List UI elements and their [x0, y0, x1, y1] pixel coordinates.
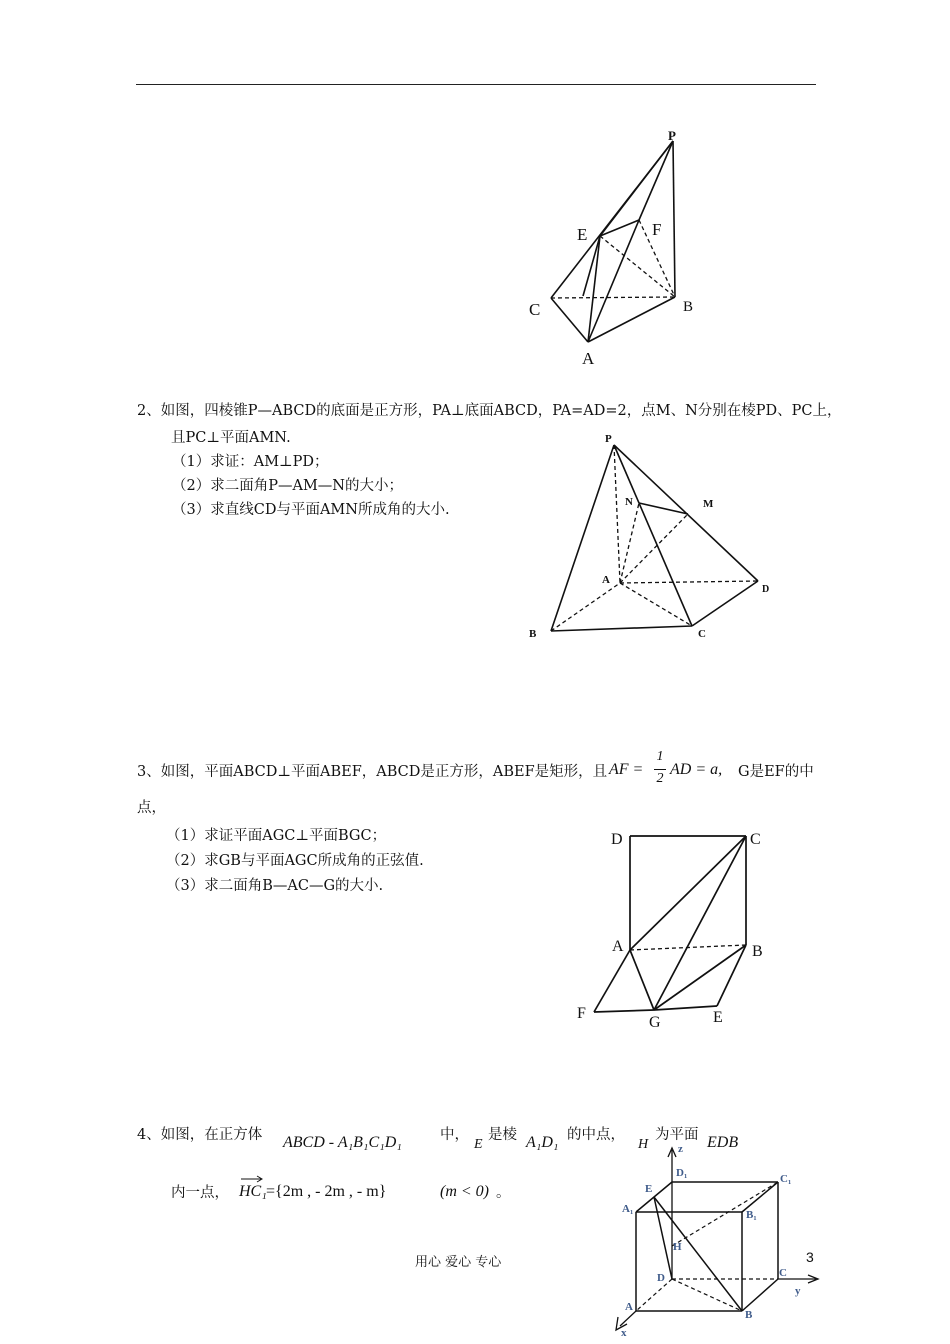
- q4-stem-mid2: 是棱: [488, 1127, 517, 1143]
- q3-fraction-bar: [654, 769, 666, 770]
- q4-stem-pre: 4、如图，在正方体: [137, 1127, 263, 1143]
- q4-line2-end: 。: [496, 1185, 511, 1201]
- q4-vector: HC₁: [239, 1183, 267, 1200]
- fig2-label-p: P: [605, 433, 612, 445]
- fig1-label-c: C: [529, 300, 541, 319]
- fig3-label-e: E: [713, 1009, 723, 1026]
- q3-stem-post: G是EF的中: [738, 764, 814, 780]
- q4-plane: EDB: [707, 1134, 739, 1151]
- fig1-label-b: B: [683, 299, 694, 315]
- q3-stem-line2: 点，: [137, 800, 166, 816]
- fig3-label-f: F: [577, 1005, 586, 1022]
- figure-4-cube: [610, 1140, 830, 1344]
- vector-arrow-icon: [240, 1175, 264, 1183]
- figure-1-tetrahedron: [520, 125, 720, 375]
- q3-item-1: （1）求证平面AGC⊥平面BGC；: [166, 828, 387, 844]
- header-rule: [136, 84, 816, 85]
- q3-stem-pre: 3、如图，平面ABCD⊥平面ABEF，ABCD是正方形，ABEF是矩形，且: [137, 764, 608, 780]
- fig4-label-a1: A₁: [622, 1203, 634, 1215]
- fig1-label-p: P: [668, 128, 676, 143]
- fig4-label-d1: D₁: [676, 1167, 688, 1179]
- fig4-label-d: D: [657, 1272, 665, 1284]
- fig4-label-y: y: [795, 1285, 801, 1297]
- fig4-label-h: H: [673, 1241, 682, 1253]
- q2-item-3: （3）求直线CD与平面AMN所成角的大小.: [172, 502, 450, 518]
- q4-edge: A₁D₁: [526, 1134, 559, 1151]
- fig4-label-a: A: [625, 1301, 633, 1313]
- q3-frac-rhs: AD = a,: [670, 761, 723, 778]
- fig4-label-c: C: [779, 1267, 787, 1279]
- q4-vector-value: ={2m , - 2m , - m}: [266, 1183, 387, 1200]
- fig4-label-x: x: [621, 1327, 627, 1339]
- q4-condition: (m < 0): [440, 1183, 490, 1200]
- q4-cube-name: ABCD - A₁B₁C₁D₁: [283, 1134, 402, 1151]
- fig3-label-c: C: [750, 831, 761, 848]
- q2-stem-line1: 2、如图，四棱锥P—ABCD的底面是正方形，PA⊥底面ABCD，PA=AD=2，点M、N分别在棱PD、PC上，: [137, 403, 842, 419]
- fig3-label-a: A: [612, 938, 624, 955]
- fig1-label-f: F: [652, 220, 662, 239]
- q4-stem-mid3: 的中点，: [567, 1127, 625, 1143]
- q3-item-2: （2）求GB与平面AGC所成角的正弦值.: [166, 853, 424, 869]
- q2-item-2: （2）求二面角P—AM—N的大小；: [172, 478, 403, 494]
- q3-frac-numerator: 1: [656, 749, 664, 764]
- q4-stem-mid1: 中，: [440, 1127, 469, 1143]
- fig4-label-b1: B₁: [746, 1209, 757, 1221]
- q3-frac-denominator: 2: [656, 771, 664, 786]
- fig4-label-z: z: [678, 1143, 683, 1155]
- fig2-label-c: C: [698, 628, 706, 640]
- fig3-label-d: D: [611, 831, 623, 848]
- q4-point-e: E: [474, 1137, 483, 1152]
- figure-2-pyramid: [520, 430, 780, 645]
- fig2-label-d: D: [762, 584, 770, 595]
- fig1-label-e: E: [577, 225, 588, 244]
- fig4-label-c1: C₁: [780, 1173, 792, 1185]
- q4-stem-mid4: 为平面: [655, 1127, 699, 1143]
- fig2-label-b: B: [529, 628, 537, 640]
- fig2-label-n: N: [625, 496, 633, 508]
- q2-stem-line2: 且PC⊥平面AMN.: [171, 430, 291, 446]
- fig1-label-a: A: [582, 349, 595, 368]
- fig3-label-g: G: [649, 1014, 661, 1031]
- fig4-label-b: B: [745, 1309, 753, 1321]
- q4-line2-pre: 内一点，: [171, 1185, 229, 1201]
- fig4-label-e: E: [645, 1183, 653, 1195]
- fig3-label-b: B: [752, 943, 763, 960]
- fig2-label-m: M: [703, 498, 714, 510]
- q2-item-1: （1）求证：AM⊥PD；: [172, 454, 329, 470]
- q3-item-3: （3）求二面角B—AC—G的大小.: [166, 878, 384, 894]
- figure-3-folded-square: [570, 825, 780, 1035]
- q3-frac-lhs: AF =: [609, 761, 644, 778]
- fig2-label-a: A: [602, 574, 610, 586]
- q4-point-h: H: [638, 1137, 649, 1152]
- page-footer: 用心 爱心 专心: [415, 1255, 502, 1270]
- page-number: 3: [806, 1249, 814, 1265]
